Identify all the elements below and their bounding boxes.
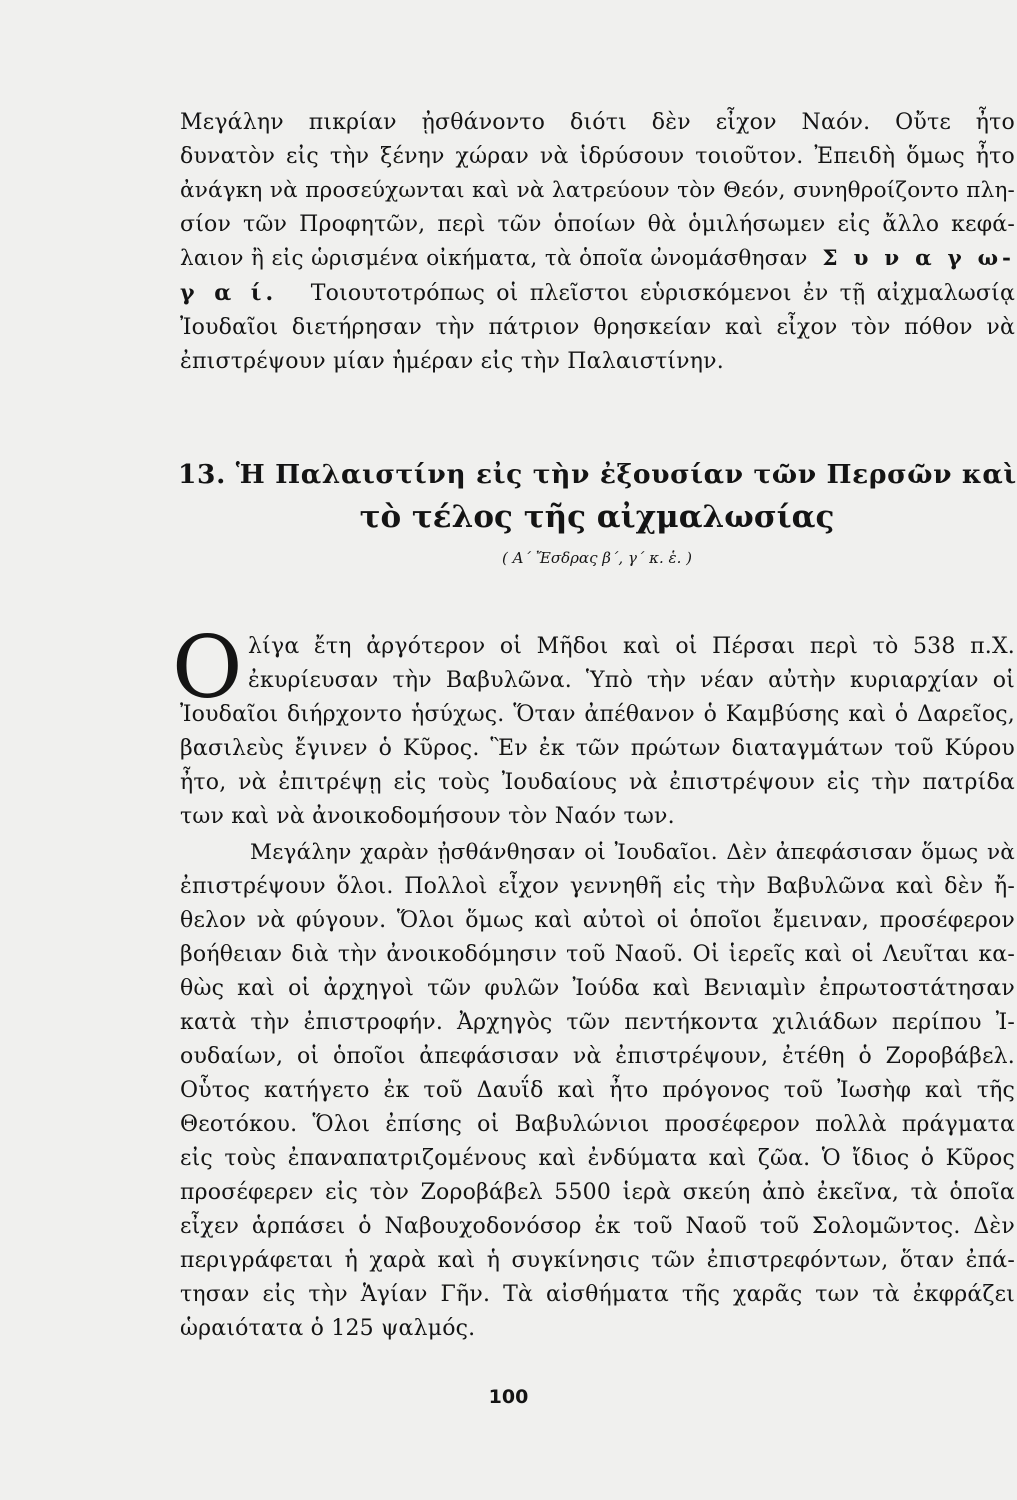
text-line: εἰς τοὺς ἐπαναπατριζομένους καὶ ἐνδύματα καὶ ζῶα. Ὁ ἴδιος ὁ Κῦρος <box>180 1146 1015 1171</box>
text-line: ἐπιστρέψουν μίαν ἡμέραν εἰς τὴν Παλαιστίνην. <box>180 349 724 374</box>
text-fragment: λαιον ἢ εἰς ὡρισμένα οἰκήματα, τὰ ὁποῖα ὠνομάσθησαν <box>180 246 808 271</box>
text-line: ἐκυρίευσαν τὴν Βαβυλῶνα. Ὑπὸ τὴν νέαν αὐτὴν κυριαρχίαν οἱ <box>248 668 1015 693</box>
text-line: ουδαίων, οἱ ὁποῖοι ἀπεφάσισαν νὰ ἐπιστρέψουν, ἐτέθη ὁ Ζοροβάβελ. <box>180 1044 1015 1069</box>
text-line: κατὰ τὴν ἐπιστροφήν. Ἀρχηγὸς τῶν πεντήκοντα χιλιάδων περίπου Ἰ- <box>180 1010 1015 1035</box>
page-number: 100 <box>488 1386 529 1408</box>
text-line: δυνατὸν εἰς τὴν ξένην χώραν νὰ ἱδρύσουν τοιοῦτον. Ἐπειδὴ ὅμως ἦτο <box>180 144 1015 169</box>
text-line: θελον νὰ φύγουν. Ὅλοι ὅμως καὶ αὐτοὶ οἱ ὁποῖοι ἔμειναν, προσέφερον <box>180 908 1015 933</box>
text-line: Οὗτος κατήγετο ἐκ τοῦ Δαυΐδ καὶ ἦτο πρόγονος τοῦ Ἰωσὴφ καὶ τῆς <box>180 1078 1015 1103</box>
text-line: ἀνάγκη νὰ προσεύχωνται καὶ νὰ λατρεύουν τὸν Θεόν, συνηθροίζοντο πλη- <box>180 178 1015 203</box>
text-line: Ἰουδαῖοι διετήρησαν τὴν πάτριον θρησκείαν καὶ εἶχον τὸν πόθον νὰ <box>180 315 1015 340</box>
emphasized-term: Σ υ ν α γ ω- <box>822 246 1015 271</box>
text-line: ἦτο, νὰ ἐπιτρέψῃ εἰς τοὺς Ἰουδαίους νὰ ἐπιστρέψουν εἰς τὴν πατρίδα <box>180 770 1015 795</box>
scripture-reference: ( Α΄ Ἔσδρας β΄, γ΄ κ. ἑ. ) <box>502 549 692 567</box>
text-line: προσέφερεν εἰς τὸν Ζοροβάβελ 5500 ἱερὰ σκεύη ἀπὸ ἐκεῖνα, τὰ ὁποῖα <box>180 1180 1015 1205</box>
text-line-with-term <box>180 276 1015 311</box>
paragraph-synagogues <box>180 106 1015 379</box>
text-line: βοήθειαν διὰ τὴν ἀνοικοδόμησιν τοῦ Ναοῦ. Οἱ ἱερεῖς καὶ οἱ Λευῖται κα- <box>180 942 1015 967</box>
section-title-line-1: 13. Ἡ Παλαιστίνη εἰς τὴν ἐξουσίαν τῶν Περσῶν καὶ <box>178 459 1017 490</box>
text-line: περιγράφεται ἡ χαρὰ καὶ ἡ συγκίνησις τῶν ἐπιστρεφόντων, ὅταν ἐπά- <box>180 1248 1015 1273</box>
section-heading <box>178 454 1016 538</box>
drop-cap: Ο <box>172 618 243 718</box>
text-line-with-term <box>180 242 1015 276</box>
text-line: Θεοτόκου. Ὅλοι ἐπίσης οἱ Βαβυλώνιοι προσέφερον πολλὰ πράγματα <box>180 1112 1015 1137</box>
text-line: βασιλεὺς ἔγινεν ὁ Κῦρος. Ἓν ἐκ τῶν πρώτων διαταγμάτων τοῦ Κύρου <box>180 736 1015 761</box>
text-line: Μεγάλην χαρὰν ᾐσθάνθησαν οἱ Ἰουδαῖοι. Δὲν ἀπεφάσισαν ὅμως νὰ <box>250 840 1015 865</box>
text-fragment: Τοιουτοτρόπως οἱ πλεῖστοι εὑρισκόμενοι ἐν τῇ αἰχμαλωσίᾳ <box>310 281 1015 306</box>
text-line: λίγα ἔτη ἀργότερον οἱ Μῆδοι καὶ οἱ Πέρσαι περὶ τὸ 538 π.Χ. <box>248 634 1015 659</box>
text-line: ὡραιότατα ὁ 125 ψαλμός. <box>180 1316 476 1341</box>
text-line: των καὶ νὰ ἀνοικοδομήσουν τὸν Ναόν των. <box>180 804 675 829</box>
text-line: θὼς καὶ οἱ ἀρχηγοὶ τῶν φυλῶν Ἰούδα καὶ Βενιαμὶν ἐπρωτοστάτησαν <box>180 976 1015 1001</box>
section-title-line-2: τὸ τέλος τῆς αἰχμαλωσίας <box>359 499 835 535</box>
text-line: εἶχεν ἁρπάσει ὁ Ναβουχοδονόσορ ἐκ τοῦ Ναοῦ τοῦ Σολομῶντος. Δὲν <box>180 1214 1015 1239</box>
paragraph-return <box>180 836 1015 1346</box>
text-line: τησαν εἰς τὴν Ἁγίαν Γῆν. Τὰ αἰσθήματα τῆς χαρᾶς των τὰ ἐκφράζει <box>180 1282 1015 1307</box>
text-line: Μεγάλην πικρίαν ᾐσθάνοντο διότι δὲν εἶχον Ναόν. Οὔτε ἦτο <box>180 110 1015 135</box>
paragraph-persian-conquest <box>180 630 1015 834</box>
text-line: Ἰουδαῖοι διήρχοντο ἡσύχως. Ὅταν ἀπέθανον ὁ Καμβύσης καὶ ὁ Δαρεῖος, <box>180 702 1015 727</box>
text-line: ἐπιστρέψουν ὅλοι. Πολλοὶ εἶχον γεννηθῆ εἰς τὴν Βαβυλῶνα καὶ δὲν ἤ- <box>180 874 1015 899</box>
emphasized-term-end: γ α ί. <box>180 280 278 306</box>
text-line: σίον τῶν Προφητῶν, περὶ τῶν ὁποίων θὰ ὁμιλήσωμεν εἰς ἄλλο κεφά- <box>180 212 1015 237</box>
